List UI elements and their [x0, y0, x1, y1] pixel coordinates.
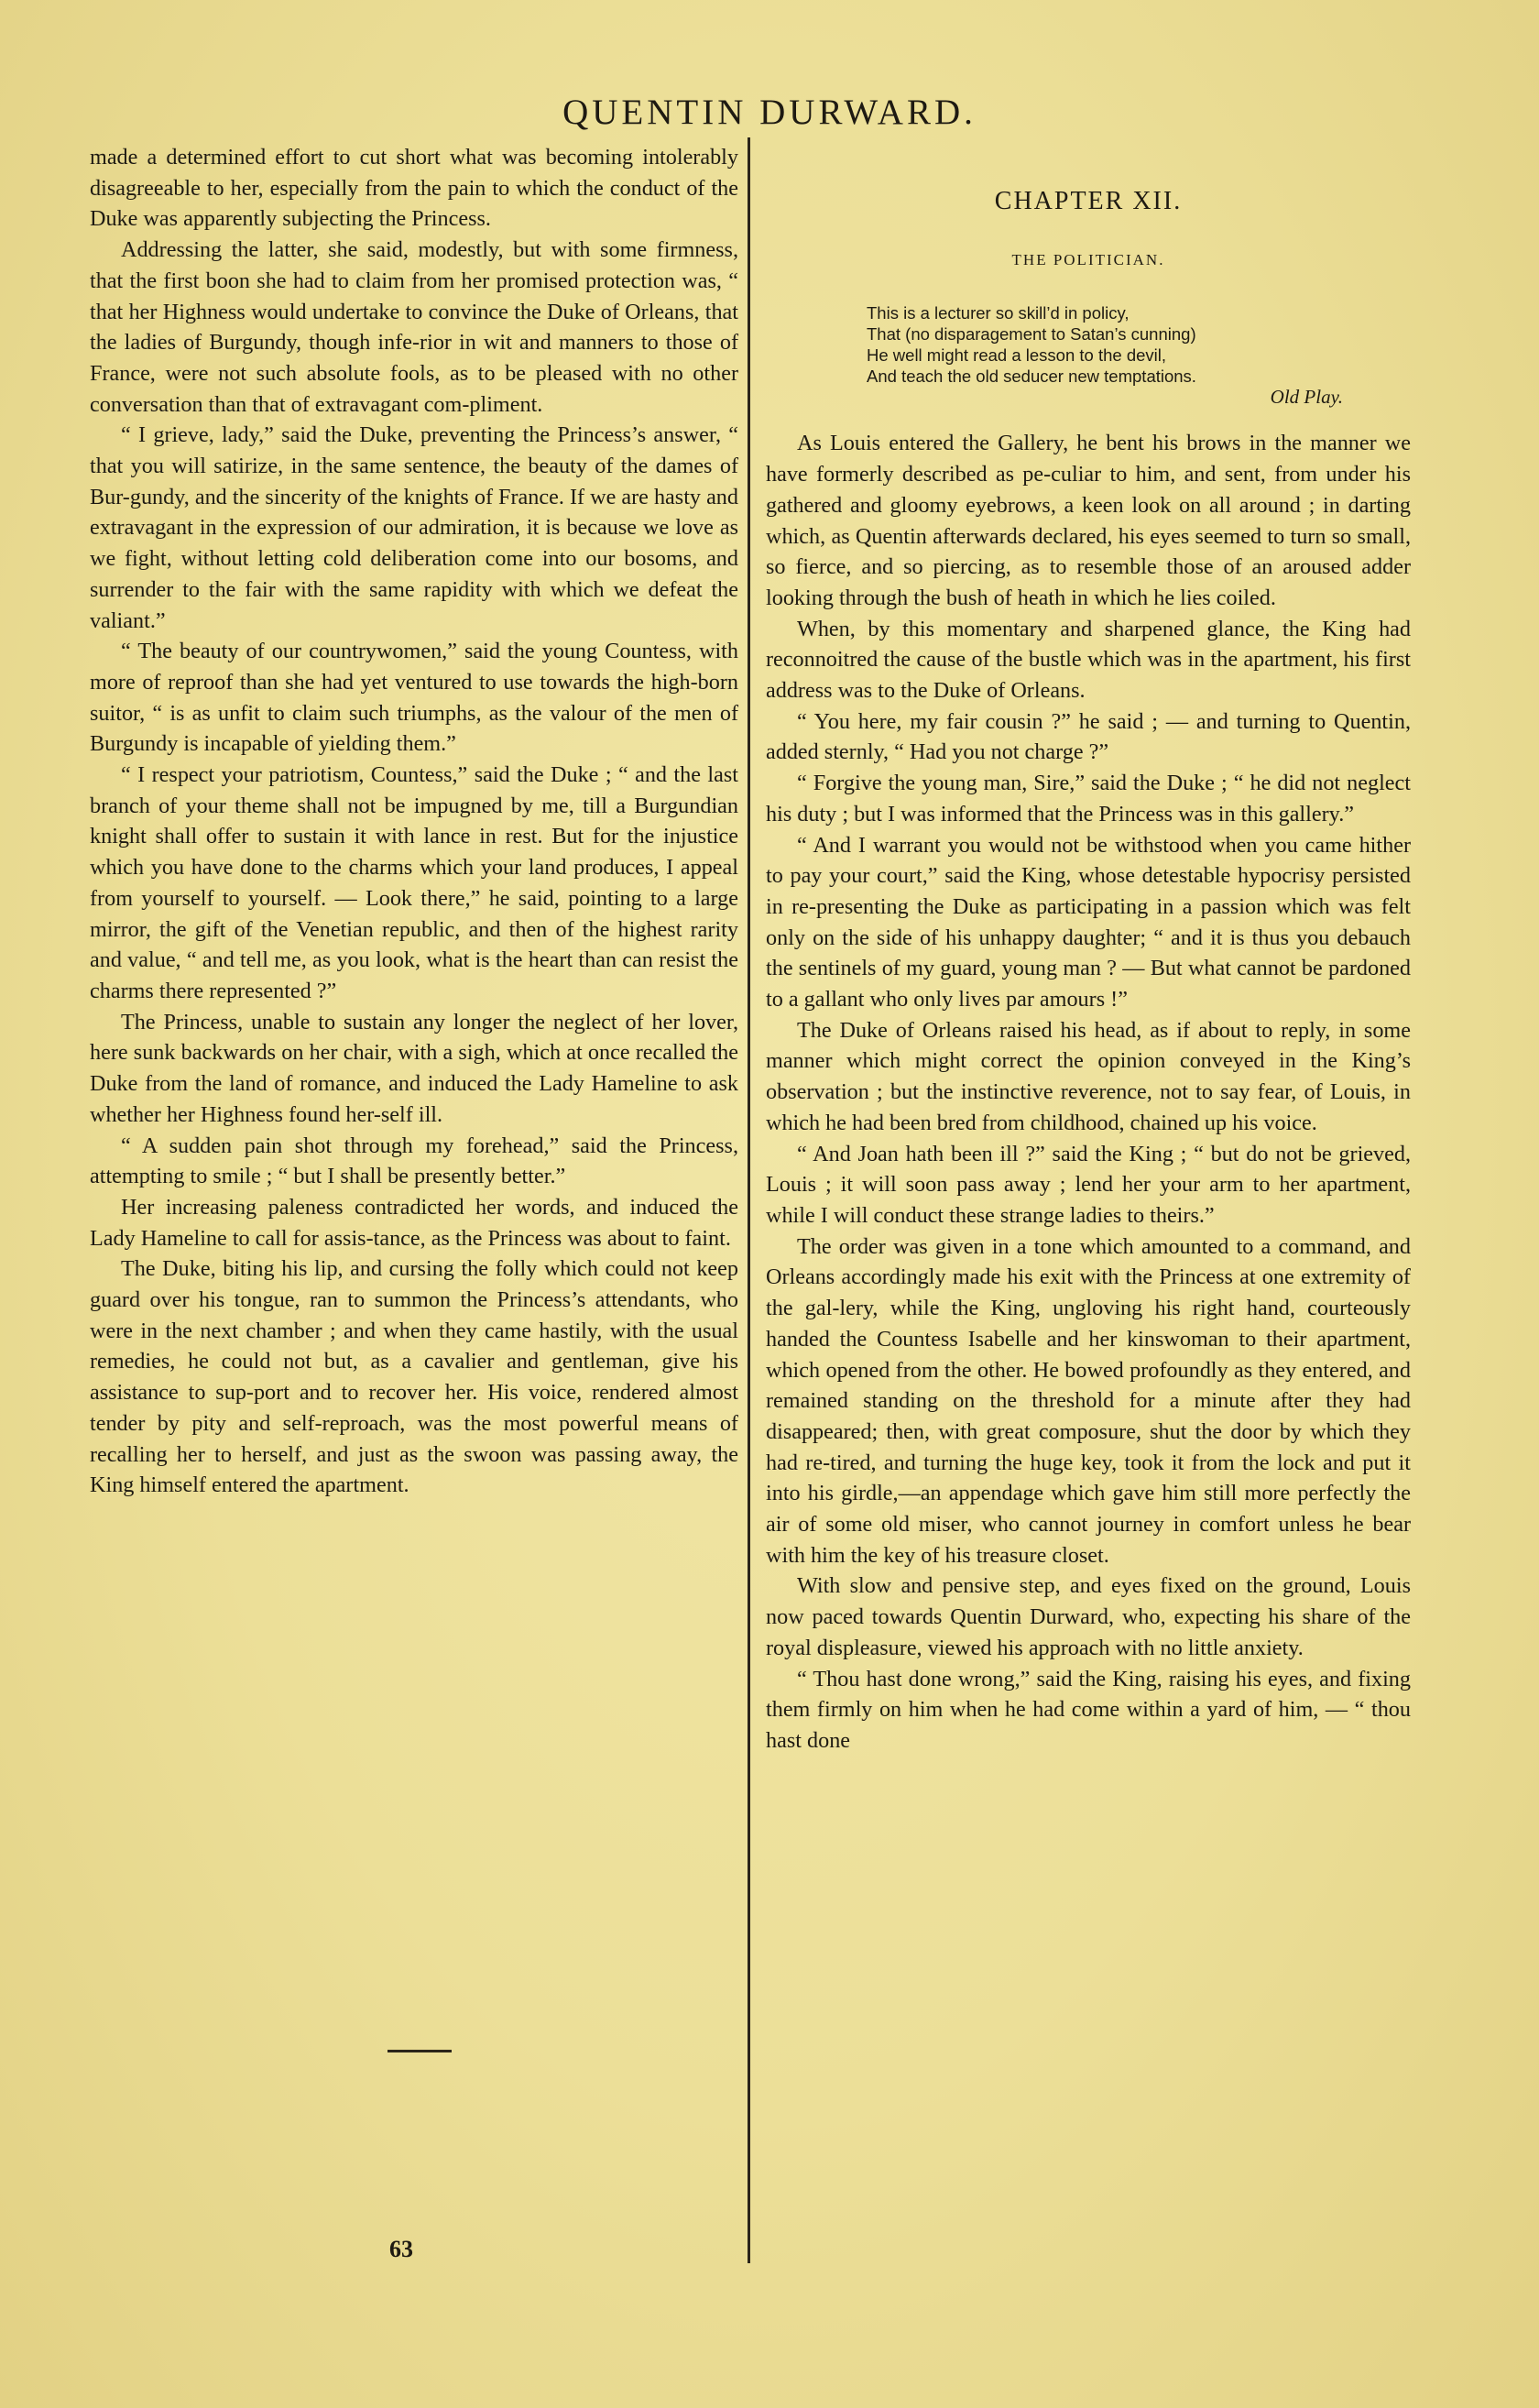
paragraph: “ Thou hast done wrong,” said the King, raising his eyes, and fixing them firmly on him when he had come within a yard of him, — “ thou hast done [766, 1666, 1411, 1753]
paragraph: As Louis entered the Gallery, he bent his brows in the manner we have formerly described as pe-culiar to him, and sent, from under his gathered and gloomy eyebrows, a keen look on all around ; in darting which, as Quentin afterwards declared, his eyes seemed to turn so small, so fierce, and so piercing, as to resemble those of an aroused adder looking through the bush of heath in which he lies coiled. [766, 431, 1411, 610]
paragraph: “ And Joan hath been ill ?” said the King ; “ but do not be grieved, Louis ; it will soon pass away ; lend her your arm to her apartment, while I will conduct these strange ladies to theirs.” [766, 1141, 1411, 1228]
paragraph: Her increasing paleness contradicted her words, and induced the Lady Hameline to call for assis-tance, as the Princess was about to faint. [90, 1194, 738, 1251]
column-divider [748, 137, 750, 2263]
paragraph: made a determined effort to cut short what was becoming intolerably disagreeable to her, especially from the pain to which the conduct of the Duke was apparently subjecting the Princess. [90, 145, 738, 232]
paragraph: The Duke of Orleans raised his head, as if about to reply, in some manner which might correct the opinion conveyed in the King’s observation ; but the instinctive reverence, not to say fear, of Louis, in which he had been bred from childhood, chained up his voice. [766, 1017, 1411, 1135]
paragraph: “ You here, my fair cousin ?” he said ; — and turning to Quentin, added sternly, “ Had you not charge ?” [766, 708, 1411, 765]
paragraph: The order was given in a tone which amounted to a command, and Orleans accordingly made his exit with the Princess at one extremity of the gal-lery, while the King, ungloving his right hand, courteously handed the Countess Isabelle and her kinswoman to their apartment, which opened from the other. He bowed profoundly as they entered, and remained standing on the threshold for a minute after they had disappeared; then, with great composure, shut the door by which they had re-tired, and turning the huge key, took it from the lock and put it into his girdle,—an appendage which gave him still more perfectly the air of some old miser, who cannot journey in comfort unless he bear with him the key of his treasure closet. [766, 1233, 1411, 1568]
paragraph: “ A sudden pain shot through my forehead,” said the Princess, attempting to smile ; “ but I shall be presently better.” [90, 1133, 738, 1189]
paragraph: “ I respect your patriotism, Countess,” said the Duke ; “ and the last branch of your theme shall not be impugned by me, till a Burgundian knight shall offer to sustain it with lance in rest. But for the injustice which you have done to the charms which your land produces, I appeal from yourself to yourself. — Look there,” he said, pointing to a large mirror, the gift of the Venetian republic, and then of the highest rarity and value, “ and tell me, as you look, what is the heart than can resist the charms there represented ?” [90, 762, 738, 1003]
paragraph: The Princess, unable to sustain any longer the neglect of her lover, here sunk backwards on her chair, with a sigh, which at once recalled the Duke from the land of romance, and induced the Lady Hameline to ask whether her Highness found her-self ill. [90, 1009, 738, 1127]
paragraph: The Duke, biting his lip, and cursing the folly which could not keep guard over his tongue, ran to summon the Princess’s attendants, who were in the next chamber ; and when they came hastily, with the usual remedies, he could not but, as a cavalier and gentleman, give his assistance to sup-port and to recover her. His voice, rendered almost tender by pity and self-reproach, was the most powerful means of recalling her to herself, and just as the swoon was passing away, the King himself entered the apartment. [90, 1256, 738, 1498]
epigraph-attribution: Old Play. [1270, 386, 1343, 409]
running-head: QUENTIN DURWARD. [562, 93, 977, 132]
paragraph: When, by this momentary and sharpened glance, the King had reconnoitred the cause of the bustle which was in the apartment, his first address was to the Duke of Orleans. [766, 616, 1411, 704]
right-column [766, 142, 1411, 1757]
chapter-subtitle: THE POLITICIAN. [1011, 250, 1165, 268]
paragraph: With slow and pensive step, and eyes fixed on the ground, Louis now paced towards Quentin Durward, who, expecting his share of the royal displeasure, viewed his approach with no little anxiety. [766, 1573, 1411, 1660]
page-number: 63 [389, 2236, 413, 2262]
left-column [90, 142, 738, 1501]
paragraph: “ The beauty of our countrywomen,” said the young Countess, with more of reproof than she had yet ventured to use towards the high-born suitor, “ is as unfit to claim such triumphs, as the valour of the men of Burgundy is incapable of yielding them.” [90, 639, 738, 757]
paragraph: Addressing the latter, she said, modestly, but with some firmness, that the first boon she had to claim from her promised protection was, “ that her Highness would undertake to convince the Duke of Orleans, that the ladies of Burgundy, though infe-rior in wit and manners to those of France, were not such absolute fools, as to be pleased with no other conversation than that of extravagant com-pliment. [90, 237, 738, 417]
paragraph: “ Forgive the young man, Sire,” said the Duke ; “ he did not neglect his duty ; but I was informed that the Princess was in this gallery.” [766, 771, 1411, 826]
section-rule [387, 2050, 452, 2052]
epigraph-line: He well might read a lesson to the devil, [867, 345, 1167, 366]
epigraph [867, 302, 1343, 408]
epigraph-line: And teach the old seducer new temptations. [867, 367, 1196, 387]
paragraph: “ I grieve, lady,” said the Duke, preventing the Princess’s answer, “ that you will satirize, in the same sentence, the beauty of the dames of Bur-gundy, and the sincerity of the knights of France. If we are hasty and extravagant in the expression of our admiration, it is because we love as we fight, without letting cold deliberation come into our bosoms, and surrender to the fair with the same rapidity with which we defeat the valiant.” [90, 422, 738, 633]
chapter-title: CHAPTER XII. [994, 187, 1183, 215]
paragraph: “ And I warrant you would not be withstood when you came hither to pay your court,” said the King, whose detestable hypocrisy persisted in re-presenting the Duke as participating in a passion which was felt only on the side of his unhappy daughter; “ and it is thus you debauch the sentinels of my guard, young man ? — But what cannot be pardoned to a gallant who only lives par amours !” [766, 832, 1411, 1012]
epigraph-line: This is a lecturer so skill’d in policy, [867, 303, 1130, 323]
epigraph-line: That (no disparagement to Satan’s cunning) [867, 324, 1196, 345]
